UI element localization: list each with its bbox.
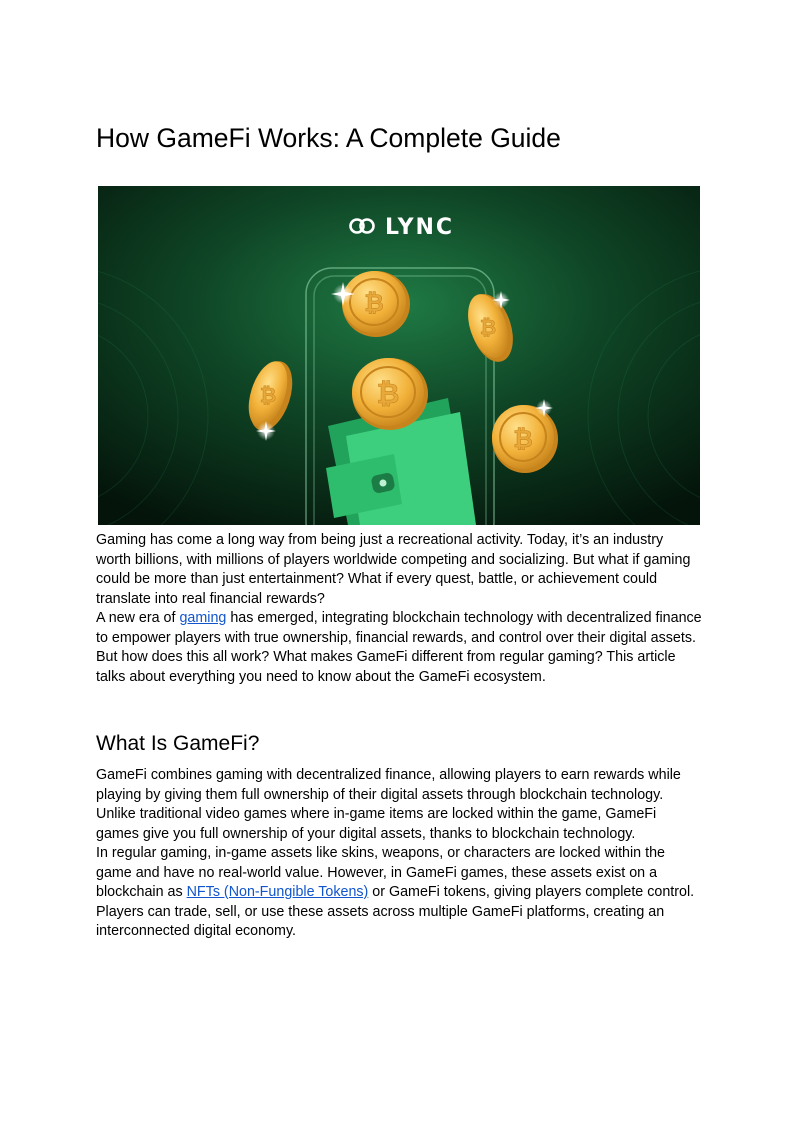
page-title: How GameFi Works: A Complete Guide [96, 123, 561, 153]
gaming-link[interactable]: gaming [179, 610, 227, 626]
nfts-link[interactable]: NFTs (Non-Fungible Tokens) [186, 884, 369, 900]
intro-text [96, 531, 702, 687]
section-text [96, 766, 702, 942]
section-paragraph-2: In regular gaming, in-game assets like skins, weapons, or characters are locked within the game and have no real-world value. However, in GameFi games, these assets exist on a blockchain as NFTs (Non-Fungible Tokens) or GameFi tokens, giving players complete control. Players can trade, sell, or use these assets across multiple GameFi platforms, creating an interconnected digital economy. [96, 845, 695, 939]
svg-text:₿: ₿ [479, 315, 497, 339]
logo-text: LYNC [385, 215, 455, 240]
hero-image [98, 186, 700, 525]
svg-text:₿: ₿ [364, 289, 384, 317]
section-heading: What Is GameFi? [96, 732, 260, 755]
svg-text:₿: ₿ [259, 383, 277, 407]
coin-top-center [342, 271, 410, 337]
intro-paragraph-3: But how does this all work? What makes GameFi different from regular gaming? This article talks about everything you need to know about the GameFi ecosystem. [96, 649, 676, 685]
section-paragraph-1: GameFi combines gaming with decentralized finance, allowing players to earn rewards while playing by giving them full ownership of their digital assets through blockchain technology. Unlike traditional video games where in-game items are locked within the game, GameFi games give you full ownership of your digital assets, thanks to blockchain technology. [96, 767, 681, 842]
svg-text:₿: ₿ [376, 377, 400, 410]
intro-paragraph-1: Gaming has come a long way from being just a recreational activity. Today, it’s an industry worth billions, with millions of players worldwide competing and socializing. But what if gaming could be more than just entertainment? What if every quest, battle, or achievement could translate into real financial rewards? [96, 532, 691, 607]
coin-center [352, 358, 428, 430]
intro-paragraph-2: A new era of gaming has emerged, integrating blockchain technology with decentralized finance to empower players with true ownership, financial rewards, and control over their digital assets. [96, 610, 702, 646]
svg-text:₿: ₿ [513, 425, 533, 453]
coin-right [492, 405, 558, 473]
